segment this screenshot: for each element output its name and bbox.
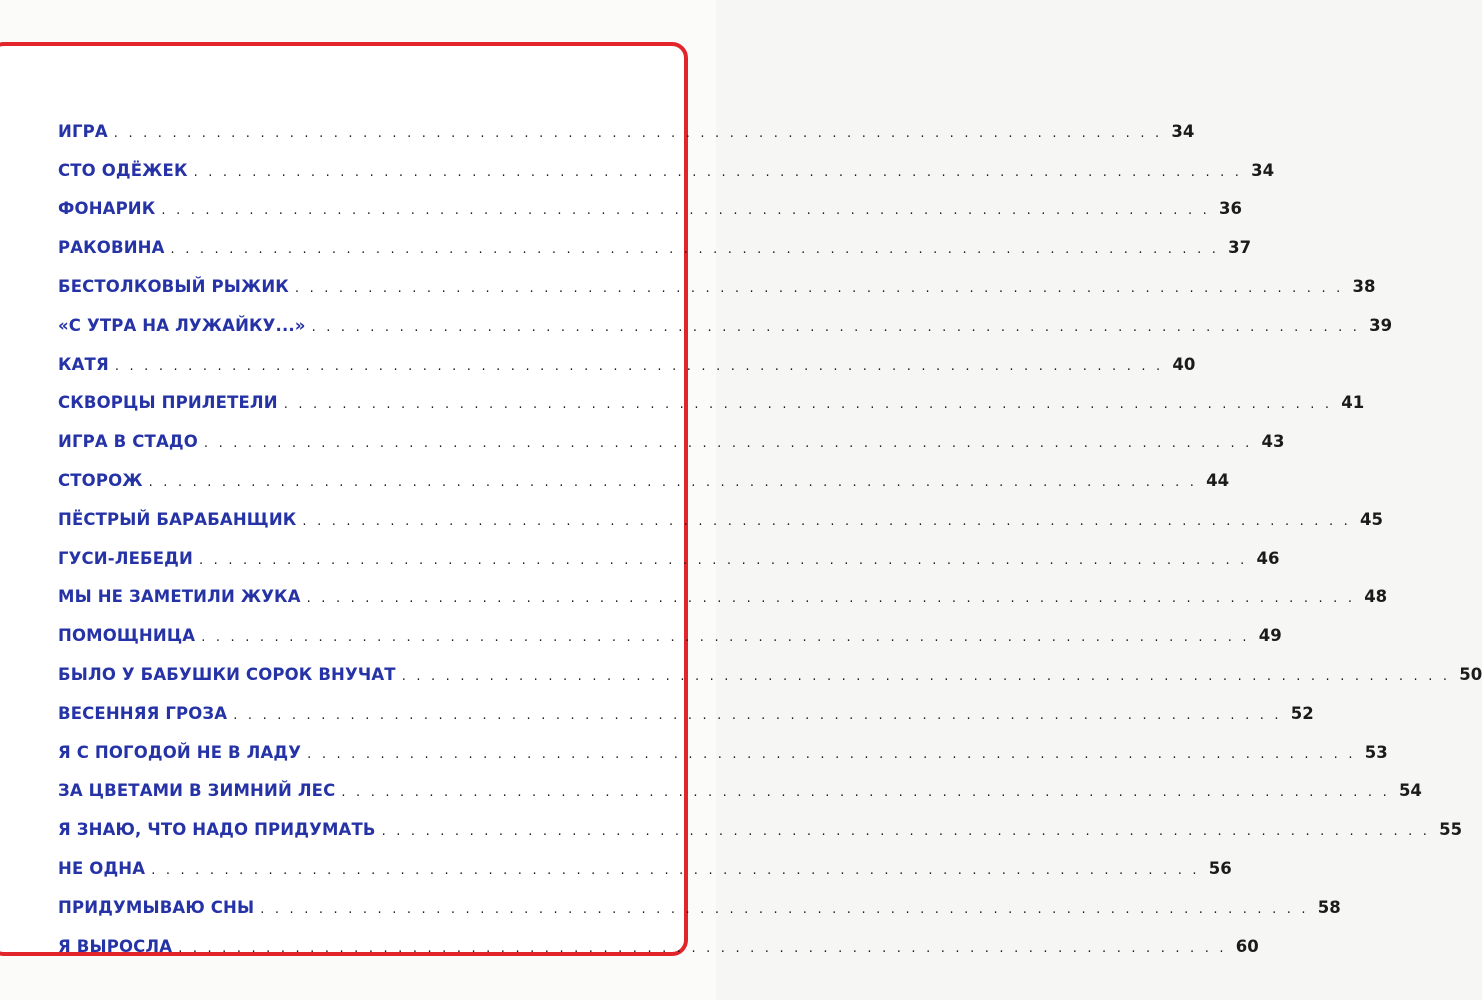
toc-leader-dots: . . . . . . . . . . . . . . . . . . . . . . . . . . . . . . . . . . . . . . . . . . . . . . . . . . . . . . . . . . . . . . . . . . . . . . . . [151,863,1200,879]
toc-entry[interactable] [58,384,1365,423]
toc-entry-title: КАТЯ [58,354,109,374]
toc-entry[interactable] [58,927,1259,966]
toc-entry-page: 45 [1359,509,1383,529]
toc-entry-page: 60 [1235,936,1259,956]
toc-entry-page: 41 [1341,393,1365,413]
toc-entry-page: 52 [1290,703,1314,723]
toc-leader-dots: . . . . . . . . . . . . . . . . . . . . . . . . . . . . . . . . . . . . . . . . . . . . . . . . . . . . . . . . . . . . . . . . . . . . . . . . [283,397,1333,413]
toc-leader-dots: . . . . . . . . . . . . . . . . . . . . . . . . . . . . . . . . . . . . . . . . . . . . . . . . . . . . . . . . . . . . . . . . . . . . . . . . [193,164,1243,180]
toc-entry-page: 55 [1439,820,1463,840]
toc-entry-page: 54 [1398,781,1422,801]
toc-entry-title: ПРИДУМЫВАЮ СНЫ [58,897,255,917]
toc-entry-page: 34 [1251,160,1275,180]
toc-entry-page: 50 [1459,665,1482,685]
toc-leader-dots: . . . . . . . . . . . . . . . . . . . . . . . . . . . . . . . . . . . . . . . . . . . . . . . . . . . . . . . . . . . . . . . . . . . . . . . . [113,125,1163,141]
toc-entry-title: «С УТРА НА ЛУЖАЙКУ...» [58,315,306,335]
toc-leader-dots: . . . . . . . . . . . . . . . . . . . . . . . . . . . . . . . . . . . . . . . . . . . . . . . . . . . . . . . . . . . . . . . . . . . . . . . . [161,203,1210,219]
toc-entry[interactable] [58,112,1195,151]
toc-entry[interactable] [58,500,1383,539]
toc-leader-dots: . . . . . . . . . . . . . . . . . . . . . . . . . . . . . . . . . . . . . . . . . . . . . . . . . . . . . . . . . . . . . . . . . . . . . . . . [294,281,1344,297]
toc-entry-page: 56 [1208,859,1232,879]
toc-entry[interactable] [58,422,1285,461]
toc-entry-page: 43 [1261,432,1285,452]
toc-leader-dots: . . . . . . . . . . . . . . . . . . . . . . . . . . . . . . . . . . . . . . . . . . . . . . . . . . . . . . . . . . . . . . . . . . . . . . . . [203,436,1253,452]
toc-entry[interactable] [58,267,1376,306]
toc-entry[interactable] [58,578,1388,617]
toc-leader-dots: . . . . . . . . . . . . . . . . . . . . . . . . . . . . . . . . . . . . . . . . . . . . . . . . . . . . . . . . . . . . . . . . . . . . . . . . [307,746,1356,762]
toc-leader-dots: . . . . . . . . . . . . . . . . . . . . . . . . . . . . . . . . . . . . . . . . . . . . . . . . . . . . . . . . . . . . . . . . . . . . . . . . [341,785,1390,801]
toc-entry[interactable] [58,655,1482,694]
toc-entry[interactable] [58,190,1242,229]
toc-entry-page: 53 [1364,742,1388,762]
toc-entry-page: 49 [1258,626,1282,646]
toc-entry-page: 58 [1317,897,1341,917]
toc-entry-title: НЕ ОДНА [58,859,146,879]
table-of-contents [58,112,1482,966]
toc-entry-page: 40 [1172,354,1196,374]
toc-entry[interactable] [58,616,1282,655]
toc-leader-dots: . . . . . . . . . . . . . . . . . . . . . . . . . . . . . . . . . . . . . . . . . . . . . . . . . . . . . . . . . . . . . . . . . . . . . . . . [201,630,1250,646]
toc-leader-dots: . . . . . . . . . . . . . . . . . . . . . . . . . . . . . . . . . . . . . . . . . . . . . . . . . . . . . . . . . . . . . . . . . . . . . . . . [198,552,1248,568]
toc-entry[interactable] [58,810,1463,849]
toc-entry-title: ЗА ЦВЕТАМИ В ЗИМНИЙ ЛЕС [58,781,336,801]
toc-entry-page: 36 [1218,199,1242,219]
toc-entry-title: Я ЗНАЮ, ЧТО НАДО ПРИДУМАТЬ [58,820,376,840]
toc-entry[interactable] [58,306,1393,345]
toc-leader-dots: . . . . . . . . . . . . . . . . . . . . . . . . . . . . . . . . . . . . . . . . . . . . . . . . . . . . . . . . . . . . . . . . . . . . . . . . [401,669,1451,685]
toc-leader-dots: . . . . . . . . . . . . . . . . . . . . . . . . . . . . . . . . . . . . . . . . . . . . . . . . . . . . . . . . . . . . . . . . . . . . . . . . [306,591,1356,607]
toc-entry-title: ИГРА [58,121,108,141]
toc-entry-page: 48 [1364,587,1388,607]
toc-leader-dots: . . . . . . . . . . . . . . . . . . . . . . . . . . . . . . . . . . . . . . . . . . . . . . . . . . . . . . . . . . . . . . . . . . . . . . . . [233,707,1282,723]
toc-entry[interactable] [58,228,1252,267]
toc-entry-title: Я С ПОГОДОЙ НЕ В ЛАДУ [58,742,302,762]
toc-entry[interactable] [58,151,1275,190]
toc-entry[interactable] [58,888,1341,927]
toc-leader-dots: . . . . . . . . . . . . . . . . . . . . . . . . . . . . . . . . . . . . . . . . . . . . . . . . . . . . . . . . . . . . . . . . . . . . . . . . [170,242,1220,258]
toc-leader-dots: . . . . . . . . . . . . . . . . . . . . . . . . . . . . . . . . . . . . . . . . . . . . . . . . . . . . . . . . . . . . . . . . . . . . . . . . [302,513,1351,529]
toc-entry-title: ПОМОЩНИЦА [58,626,196,646]
toc-entry-page: 46 [1256,548,1280,568]
toc-entry[interactable] [58,461,1230,500]
toc-entry-title: СТО ОДЁЖЕК [58,160,188,180]
toc-entry-title: МЫ НЕ ЗАМЕТИЛИ ЖУКА [58,587,301,607]
toc-leader-dots: . . . . . . . . . . . . . . . . . . . . . . . . . . . . . . . . . . . . . . . . . . . . . . . . . . . . . . . . . . . . . . . . . . . . . . . . [381,824,1431,840]
toc-entry-title: ФОНАРИК [58,199,156,219]
toc-entry-page: 37 [1228,238,1252,258]
toc-entry-page: 34 [1171,121,1195,141]
toc-entry-title: ВЕСЕННЯЯ ГРОЗА [58,703,228,723]
toc-entry-title: БЕСТОЛКОВЫЙ РЫЖИК [58,277,289,297]
toc-entry-title: РАКОВИНА [58,238,165,258]
toc-entry-title: ИГРА В СТАДО [58,432,198,452]
toc-entry-title: СКВОРЦЫ ПРИЛЕТЕЛИ [58,393,278,413]
toc-entry-page: 38 [1352,277,1376,297]
toc-entry[interactable] [58,694,1314,733]
toc-entry-title: Я ВЫРОСЛА [58,936,173,956]
toc-entry-title: ГУСИ-ЛЕБЕДИ [58,548,193,568]
toc-entry-title: СТОРОЖ [58,471,143,491]
toc-leader-dots: . . . . . . . . . . . . . . . . . . . . . . . . . . . . . . . . . . . . . . . . . . . . . . . . . . . . . . . . . . . . . . . . . . . . . . . . [178,940,1227,956]
toc-leader-dots: . . . . . . . . . . . . . . . . . . . . . . . . . . . . . . . . . . . . . . . . . . . . . . . . . . . . . . . . . . . . . . . . . . . . . . . . [114,358,1164,374]
toc-entry-page: 44 [1206,471,1230,491]
toc-leader-dots: . . . . . . . . . . . . . . . . . . . . . . . . . . . . . . . . . . . . . . . . . . . . . . . . . . . . . . . . . . . . . . . . . . . . . . . . [260,901,1309,917]
toc-entry-page: 39 [1369,315,1393,335]
toc-entry-title: БЫЛО У БАБУШКИ СОРОК ВНУЧАТ [58,665,396,685]
toc-leader-dots: . . . . . . . . . . . . . . . . . . . . . . . . . . . . . . . . . . . . . . . . . . . . . . . . . . . . . . . . . . . . . . . . . . . . . . . . [148,475,1198,491]
toc-entry[interactable] [58,772,1422,811]
toc-entry[interactable] [58,733,1388,772]
toc-entry[interactable] [58,345,1196,384]
toc-entry[interactable] [58,849,1232,888]
toc-entry-title: ПЁСТРЫЙ БАРАБАНЩИК [58,509,297,529]
toc-leader-dots: . . . . . . . . . . . . . . . . . . . . . . . . . . . . . . . . . . . . . . . . . . . . . . . . . . . . . . . . . . . . . . . . . . . . . . . . [311,319,1361,335]
toc-entry[interactable] [58,539,1280,578]
